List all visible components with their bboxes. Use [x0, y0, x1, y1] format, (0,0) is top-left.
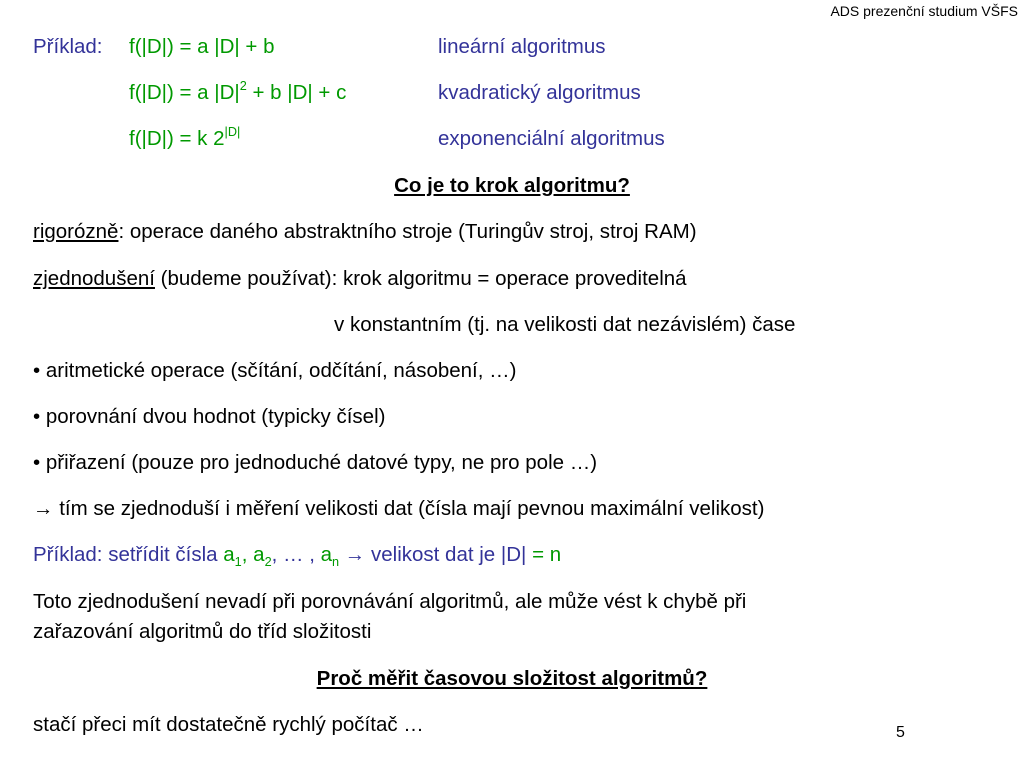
simplified-rest: (budeme používat): krok algoritmu = operace proveditelná: [154, 267, 687, 290]
formula-quadratic-text-b: + b |D| + c: [246, 81, 347, 104]
bullet-assignment: • přiřazení (pouze pro jednoduché datové typy, ne pro pole …): [33, 451, 598, 474]
formula-linear-text: f(|D|) = a |D| + b: [129, 35, 275, 58]
formula-quadratic-exponent: 2: [239, 77, 247, 93]
example2-a1-sub: 1: [234, 554, 242, 570]
heading-why: [0, 667, 1024, 691]
heading-step-text: Co je to krok algoritmu?: [394, 174, 630, 197]
rigorous-term: rigorózně: [33, 220, 119, 243]
example2-an-sub: n: [332, 554, 340, 570]
bullet-comparison: • porovnání dvou hodnot (typicky čísel): [33, 405, 386, 428]
example2-eq: = n: [532, 543, 562, 566]
example2-mid: , … ,: [271, 543, 321, 566]
last-line: stačí přeci mít dostatečně rychlý počítač …: [33, 713, 424, 736]
page-number: 5: [896, 724, 905, 741]
simplified-line2: v konstantním (tj. na velikosti dat nezávislém) čase: [334, 313, 796, 336]
formula-quadratic-text-a: f(|D|) = a |D|: [129, 81, 240, 104]
formula-exponential-text: f(|D|) = k 2: [129, 127, 225, 150]
example2-a1: [223, 543, 242, 570]
example2-a1-letter: a: [223, 543, 235, 566]
example2-part2: → velikost dat je |D|: [339, 543, 533, 566]
note-line-1: Toto zjednodušení nevadí při porovnávání algoritmů, ale může vést k chybě při: [33, 590, 747, 613]
formula-quadratic: [129, 77, 347, 105]
rigorous-line: [33, 220, 697, 244]
desc-quadratic: kvadratický algoritmus: [438, 81, 641, 104]
example-label: Příklad:: [33, 35, 103, 58]
simplified-term: zjednodušení: [33, 267, 155, 290]
slide-header: ADS prezenční studium VŠFS: [830, 3, 1018, 19]
heading-why-text: Proč měřit časovou složitost algoritmů?: [316, 667, 708, 690]
arrow-line: → tím se zjednoduší i měření velikosti dat (čísla mají pevnou maximální velikost): [33, 497, 765, 520]
rigorous-rest: : operace daného abstraktního stroje (Turingův stroj, stroj RAM): [118, 220, 697, 243]
example2-comma1: ,: [241, 543, 254, 566]
simplified-line: [33, 267, 687, 291]
example2-a2-sub: 2: [264, 554, 272, 570]
heading-step: [0, 174, 1024, 198]
desc-linear: lineární algoritmus: [438, 35, 606, 58]
formula-exponential-exponent: |D|: [224, 123, 241, 139]
desc-exponential: exponenciální algoritmus: [438, 127, 665, 150]
example2-a2: [253, 543, 272, 570]
example2-an: [320, 543, 340, 570]
bullet-arithmetic: • aritmetické operace (sčítání, odčítání, násobení, …): [33, 359, 517, 382]
formula-linear: [129, 35, 274, 59]
example2-part1: Příklad: setřídit čísla: [33, 543, 224, 566]
example2-an-letter: a: [320, 543, 333, 566]
formula-exponential: [129, 123, 241, 151]
example2-line: [33, 543, 562, 570]
note-line-2: zařazování algoritmů do tříd složitosti: [33, 620, 372, 643]
example2-a2-letter: a: [253, 543, 265, 566]
